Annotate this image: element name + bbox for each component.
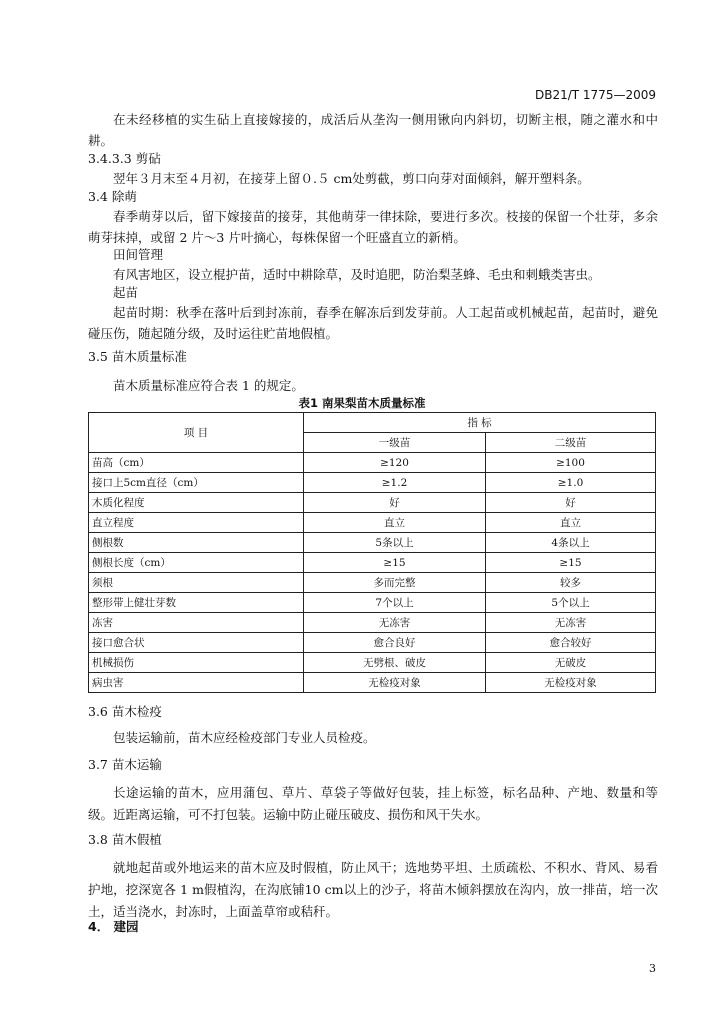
table-row <box>89 653 656 673</box>
row-item: 直立程度 <box>89 513 304 533</box>
table-row <box>89 493 656 513</box>
row-item: 侧根数 <box>89 533 304 553</box>
table-header-row <box>89 413 656 433</box>
paragraph-field-management: 有风害地区，设立棍护苗，适时中耕除草，及时追肥，防治梨茎蜂、毛虫和刺蛾类害虫。 <box>113 267 601 282</box>
table-row <box>89 533 656 553</box>
row-item: 接口愈合状 <box>89 633 304 653</box>
row-grade1: ≥120 <box>304 453 486 473</box>
page-number: 3 <box>649 962 656 975</box>
header-index: 指 标 <box>304 413 656 433</box>
heading-lifting: 起苗 <box>113 285 139 300</box>
row-item: 病虫害 <box>89 673 304 693</box>
row-grade1: 好 <box>304 493 486 513</box>
header-grade2: 二级苗 <box>486 433 656 453</box>
row-grade2: 好 <box>486 493 656 513</box>
paragraph-3-6: 包装运输前，苗木应经检疫部门专业人员检疫。 <box>113 730 376 745</box>
heading-3-5: 3.5 苗木质量标准 <box>88 349 187 364</box>
seedling-quality-table <box>88 412 656 693</box>
row-item: 侧根长度（cm） <box>89 553 304 573</box>
paragraph-3-5: 苗木质量标准应符合表 1 的规定。 <box>113 378 304 393</box>
row-grade1: 无检疫对象 <box>304 673 486 693</box>
row-grade2: 较多 <box>486 573 656 593</box>
heading-3-4: 3.4 除萌 <box>88 189 137 204</box>
table-row <box>89 453 656 473</box>
heading-3-8: 3.8 苗木假植 <box>88 832 162 847</box>
heading-field-management: 田间管理 <box>113 247 164 262</box>
row-grade1: 愈合良好 <box>304 633 486 653</box>
row-grade2: 4条以上 <box>486 533 656 553</box>
row-grade2: 5个以上 <box>486 593 656 613</box>
row-grade2: 无冻害 <box>486 613 656 633</box>
table-row <box>89 513 656 533</box>
header-grade1: 一级苗 <box>304 433 486 453</box>
row-grade1: 无劈根、破皮 <box>304 653 486 673</box>
row-grade2: 无破皮 <box>486 653 656 673</box>
table-row <box>89 593 656 613</box>
heading-3-6: 3.6 苗木检疫 <box>88 704 162 719</box>
heading-3-7: 3.7 苗木运输 <box>88 757 162 772</box>
row-grade2: 愈合较好 <box>486 633 656 653</box>
table-row <box>89 633 656 653</box>
header-item: 项 目 <box>89 413 304 453</box>
table-row <box>89 553 656 573</box>
table-row <box>89 613 656 633</box>
row-item: 须根 <box>89 573 304 593</box>
paragraph-3-7: 长途运输的苗木，应用蒲包、草片、草袋子等做好包装，挂上标签，标名品种、产地、数量和等级。近距离运输，可不打包装。运输中防止碰压破皮、损伤和风干失水。 <box>88 785 658 822</box>
paragraph-3-8: 就地起苗或外地运来的苗木应及时假植，防止风干；选地势平坦、土质疏松、不积水、背风、易看护地，挖深宽各 1 m假植沟，在沟底铺10 cm以上的沙子，将苗木倾斜摆放在沟内，放一排苗，培一次土，适当浇水，封冻时，上面盖草帘或秸秆。 <box>88 860 658 919</box>
row-grade2: ≥1.0 <box>486 473 656 493</box>
table-row <box>89 573 656 593</box>
row-item: 冻害 <box>89 613 304 633</box>
row-grade1: 无冻害 <box>304 613 486 633</box>
row-grade1: 7个以上 <box>304 593 486 613</box>
row-grade2: ≥100 <box>486 453 656 473</box>
row-item: 整形带上健壮芽数 <box>89 593 304 613</box>
row-grade1: 多而完整 <box>304 573 486 593</box>
paragraph-remove-sprouts: 春季萌芽以后，留下嫁接苗的接芽，其他萌芽一律抹除，要进行多次。枝接的保留一个壮芽，多余萌芽抹掉，或留 2 片～3 片叶摘心，每株保留一个旺盛直立的新梢。 <box>88 209 658 245</box>
row-item: 木质化程度 <box>89 493 304 513</box>
row-item: 苗高（cm） <box>89 453 304 473</box>
row-grade1: 直立 <box>304 513 486 533</box>
table-caption: 表1 南果梨苗木质量标准 <box>298 396 426 410</box>
row-grade2: 无检疫对象 <box>486 673 656 693</box>
row-grade1: 5条以上 <box>304 533 486 553</box>
row-item: 接口上5cm直径（cm） <box>89 473 304 493</box>
table-row <box>89 673 656 693</box>
row-grade1: ≥1.2 <box>304 473 486 493</box>
table-row <box>89 473 656 493</box>
paragraph-lifting: 起苗时期：秋季在落叶后到封冻前，春季在解冻后到发芽前。人工起苗或机械起苗，起苗时，避免碰压伤，随起随分级，及时运往贮苗地假植。 <box>88 305 658 341</box>
heading-3-4-3-3: 3.4.3.3 剪砧 <box>88 151 161 166</box>
paragraph-graft-continued: 在未经移植的实生砧上直接嫁接的，成活后从垄沟一侧用锹向内斜切，切断主根，随之灌水和中耕。 <box>88 112 658 148</box>
row-item: 机械损伤 <box>89 653 304 673</box>
heading-4: 4． 建园 <box>88 919 139 934</box>
row-grade2: 直立 <box>486 513 656 533</box>
row-grade1: ≥15 <box>304 553 486 573</box>
row-grade2: ≥15 <box>486 553 656 573</box>
standard-id: DB21/T 1775—2009 <box>534 88 656 102</box>
paragraph-cut-stock: 翌年３月末至４月初，在接芽上留０.５ cm处剪截，剪口向芽对面倾斜，解开塑料条。 <box>113 171 590 186</box>
